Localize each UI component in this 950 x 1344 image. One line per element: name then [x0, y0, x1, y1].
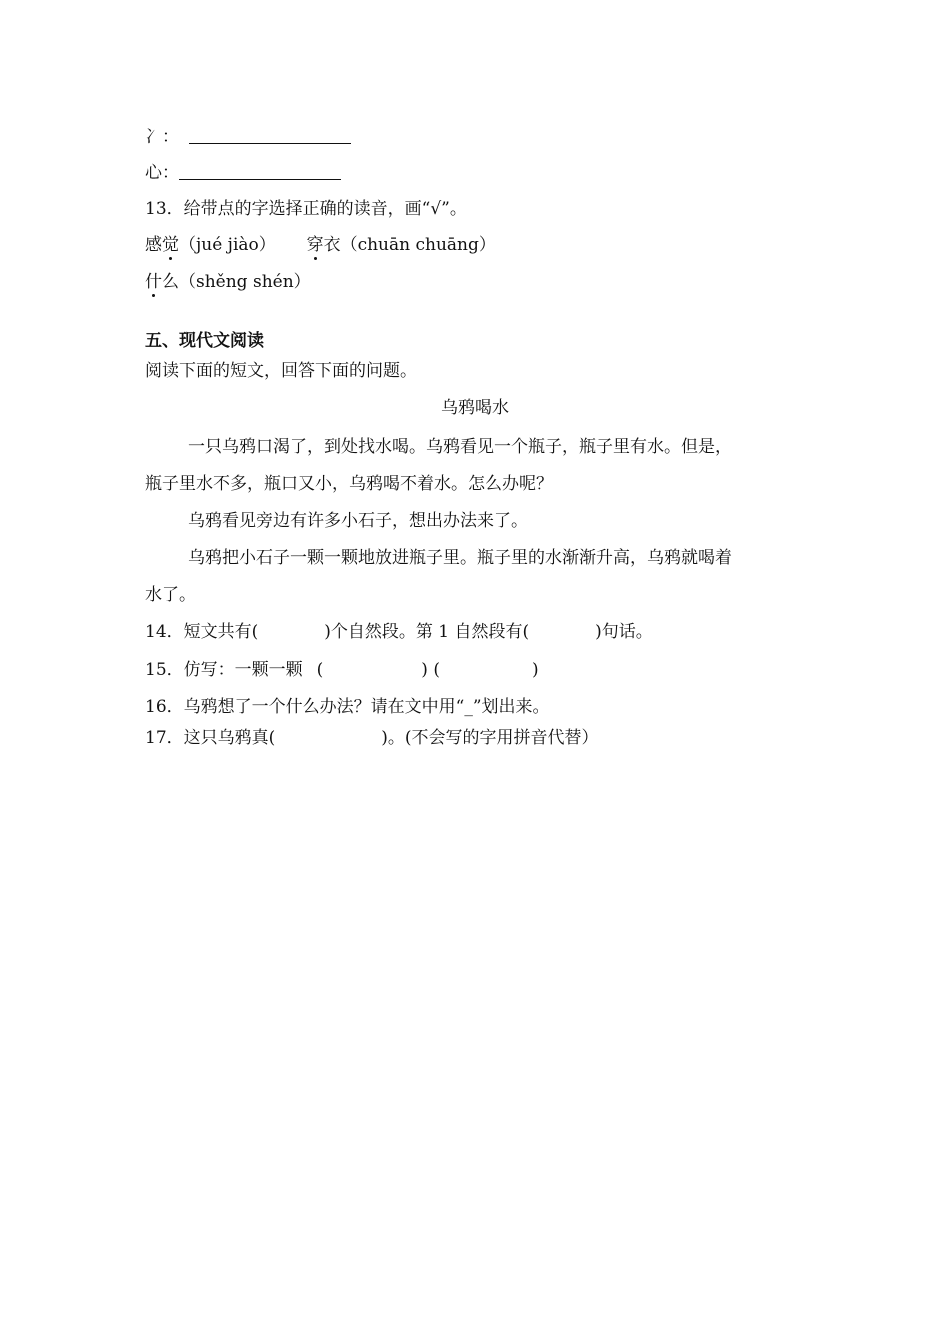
- question-17: 17．这只乌鸦真( )。(不会写的字用拼音代替）: [145, 728, 599, 748]
- question-13-items-row1: [145, 235, 496, 255]
- question-14: 14．短文共有( )个自然段。第 1 自然段有( )句话。: [145, 622, 653, 642]
- q13-pinyin-jue[interactable]: （jué jiào）: [179, 235, 276, 255]
- section-5-title: 五、现代文阅读: [145, 331, 264, 351]
- section-5-intro: 阅读下面的短文，回答下面的问题。: [145, 361, 417, 381]
- dotted-char-shen: 什: [145, 272, 162, 292]
- radical-heart-row: [145, 163, 341, 183]
- q13-item-ganjue: 感觉（jué jiào）: [145, 235, 276, 255]
- dotted-char-jue: 觉: [162, 235, 179, 255]
- radical-ice-label: 冫：: [145, 127, 179, 147]
- paragraph-2: 乌鸦看见旁边有许多小石子，想出办法来了。: [188, 511, 528, 531]
- paragraph-3-line-1: 乌鸦把小石子一颗一颗地放进瓶子里。瓶子里的水渐渐升高，乌鸦就喝着: [188, 548, 732, 568]
- dotted-char-chuan: 穿: [306, 235, 324, 255]
- radical-heart-label: 心：: [145, 163, 179, 183]
- q13-pinyin-shen[interactable]: （shěng shén）: [179, 272, 311, 292]
- question-13-items-row2: 什么（shěng shén）: [145, 272, 311, 292]
- question-16: 16．乌鸦想了一个什么办法？请在文中用“_”划出来。: [145, 697, 550, 717]
- q13-item-chuanyi: 穿衣（chuān chuāng）: [306, 235, 496, 255]
- paragraph-3-line-2: 水了。: [145, 585, 196, 605]
- q13-pinyin-chuan[interactable]: （chuān chuāng）: [340, 235, 496, 255]
- q16-underline-mark: _: [464, 697, 473, 717]
- paragraph-1-line-1: 一只乌鸦口渴了，到处找水喝。乌鸦看见一个瓶子，瓶子里有水。但是，: [188, 437, 732, 457]
- question-15: 15．仿写：一颗一颗 ( ) ( ): [145, 660, 539, 680]
- paragraph-1-line-2: 瓶子里水不多，瓶口又小，乌鸦喝不着水。怎么办呢？: [145, 474, 553, 494]
- question-13: 13．给带点的字选择正确的读音，画“√”。: [145, 199, 467, 219]
- story-title: 乌鸦喝水: [441, 398, 509, 418]
- radical-heart-blank[interactable]: [179, 163, 341, 180]
- radical-ice-row: [145, 127, 351, 147]
- radical-ice-blank[interactable]: [189, 127, 351, 144]
